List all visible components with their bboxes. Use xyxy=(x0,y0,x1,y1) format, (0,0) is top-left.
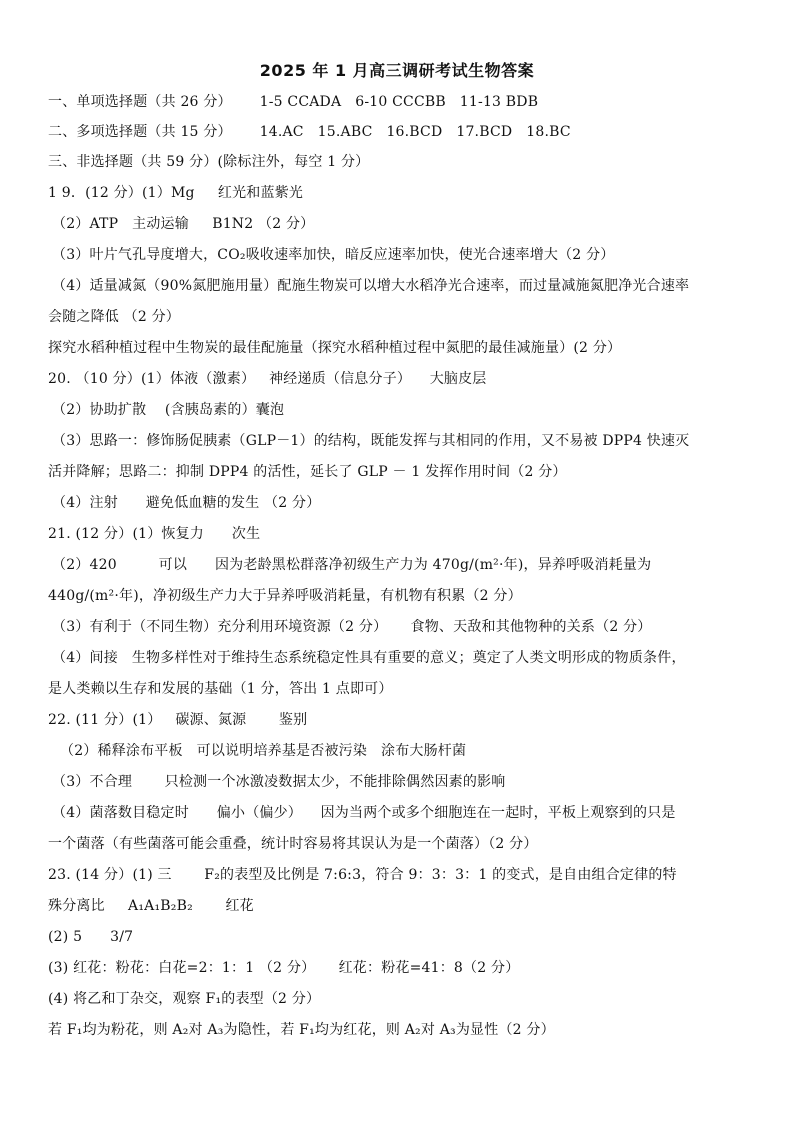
answer-line-q21-3: （3）有利于（不同生物）充分利用环境资源（2 分） 食物、天敌和其他物种的关系（2 分） xyxy=(52,619,652,635)
answer-line-section-3-header: 三、非选择题（共 59 分）(除标注外，每空 1 分） xyxy=(48,154,370,170)
answer-line-q21-2a: （2）420 可以 因为老龄黑松群落净初级生产力为 470g/(m²·年)，异养呼吸消耗量为 xyxy=(52,557,652,573)
answer-line-q21-4b: 是人类赖以生存和发展的基础（1 分，答出 1 点即可） xyxy=(48,681,393,697)
answer-line-q22-2: （2）稀释涂布平板 可以说明培养基是否被污染 涂布大肠杆菌 xyxy=(60,743,467,759)
answer-line-q23-4a: (4) 将乙和丁杂交，观察 F₁的表型（2 分） xyxy=(48,991,321,1007)
answer-line-q20-3b: 活并降解；思路二：抑制 DPP4 的活性，延长了 GLP － 1 发挥作用时间（2 分） xyxy=(48,464,567,480)
answer-line-q21-1: 21. (12 分）(1）恢复力 次生 xyxy=(48,526,261,542)
answer-line-q19-4b: 会随之降低 （2 分） xyxy=(48,309,181,325)
answer-line-q23-3: (3) 红花：粉花：白花=2：1：1 （2 分） 红花：粉花=41：8（2 分） xyxy=(48,960,520,976)
answer-line-q19-2: （2）ATP 主动运输 B1N2 （2 分） xyxy=(52,216,315,232)
answer-line-q22-4a: （4）菌落数目稳定时 偏小（偏少） 因为当两个或多个细胞连在一起时，平板上观察到的只是 xyxy=(52,805,676,821)
answer-line-q23-4b: 若 F₁均为粉花，则 A₂对 A₃为隐性，若 F₁均为红花，则 A₂对 A₃为显性（2 分） xyxy=(48,1022,555,1038)
answer-line-q23-1b: 殊分离比 A₁A₁B₂B₂ 红花 xyxy=(48,898,254,914)
answer-line-q19-3: （3）叶片气孔导度增大，CO₂吸收速率加快，暗反应速率加快，使光合速率增大（2 分） xyxy=(52,247,615,263)
answer-line-multiple-choice: 二、多项选择题（共 15 分） 14.AC 15.ABC 16.BCD 17.BCD 18.BC xyxy=(48,124,571,140)
answer-line-single-choice: 一、单项选择题（共 26 分） 1-5 CCADA 6-10 CCCBB 11-13 BDB xyxy=(48,94,539,110)
answer-line-q20-4: （4）注射 避免低血糖的发生 （2 分） xyxy=(52,495,321,511)
answer-line-q20-3a: （3）思路一：修饰肠促胰素（GLP－1）的结构，既能发挥与其相同的作用，又不易被 DPP4 快速灭 xyxy=(52,433,690,449)
answer-line-q22-4b: 一个菌落（有些菌落可能会重叠，统计时容易将其误认为是一个菌落）（2 分） xyxy=(48,836,538,852)
answer-line-q21-4a: （4）间接 生物多样性对于维持生态系统稳定性具有重要的意义；奠定了人类文明形成的物质条件， xyxy=(52,650,686,666)
answer-line-q20-1: 20. （10 分）(1）体液（激素） 神经递质（信息分子） 大脑皮层 xyxy=(48,371,487,387)
page-title: 2025 年 1 月高三调研考试生物答案 xyxy=(259,61,535,80)
answer-line-q23-2: (2) 5 3/7 xyxy=(48,929,134,945)
answer-line-q19-1: 1 9．(12 分）(1）Mg 红光和蓝紫光 xyxy=(48,185,304,201)
answer-line-q20-2: （2）协助扩散 (含胰岛素的）囊泡 xyxy=(52,402,285,418)
answer-line-q22-3: （3）不合理 只检测一个冰激凌数据太少，不能排除偶然因素的影响 xyxy=(52,774,506,790)
answer-line-q19-5: 探究水稻种植过程中生物炭的最佳配施量（探究水稻种植过程中氮肥的最佳减施量）(2 分） xyxy=(48,340,622,356)
answer-line-q23-1a: 23. (14 分）(1) 三 F₂的表型及比例是 7:6:3，符合 9：3：3：1 的变式，是自由组合定律的特 xyxy=(48,867,677,883)
answer-line-q22-1: 22. (11 分）(1） 碳源、氮源 鉴别 xyxy=(48,712,308,728)
answer-line-q21-2b: 440g/(m²·年)，净初级生产力大于异养呼吸消耗量，有机物有积累（2 分） xyxy=(48,588,522,604)
answer-line-q19-4a: （4）适量减氮（90%氮肥施用量）配施生物炭可以增大水稻净光合速率，而过量减施氮肥净光合速率 xyxy=(52,278,690,294)
